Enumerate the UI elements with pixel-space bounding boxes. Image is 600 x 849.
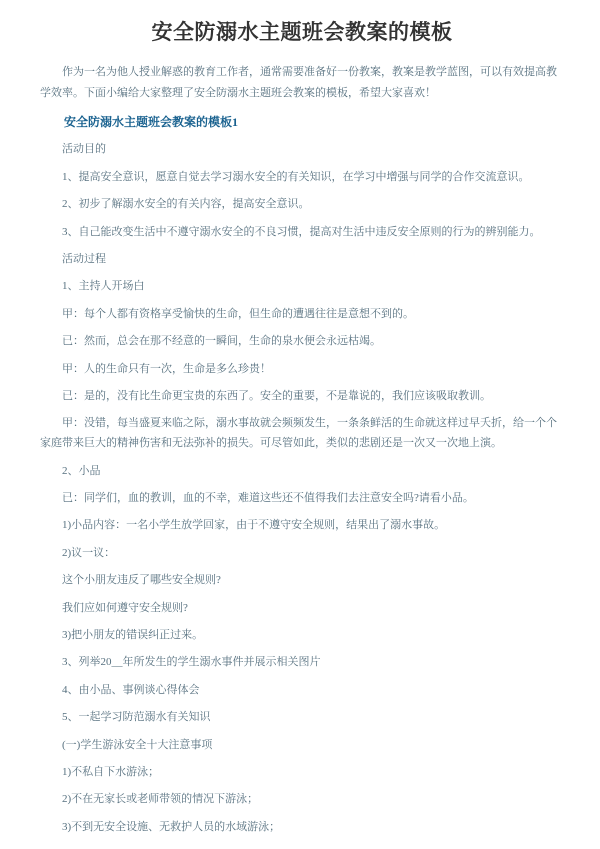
article-paragraph: 5、一起学习防范溺水有关知识: [62, 711, 211, 724]
article-paragraph: 已：是的，没有比生命更宝贵的东西了。安全的重要，不是靠说的，我们应该吸取教训。: [62, 389, 491, 402]
article-paragraph: 活动目的: [62, 143, 106, 156]
article-paragraph: 3)把小朋友的错误纠正过来。: [62, 629, 204, 642]
article-paragraph: 我们应如何遵守安全规则?: [62, 601, 188, 614]
article-paragraph: 活动过程: [62, 252, 106, 265]
article-paragraph: 3、列举20__年所发生的学生溺水事件并展示相关图片: [62, 656, 321, 669]
section-heading: 安全防溺水主题班会教案的模板1: [64, 115, 239, 129]
article-paragraph: 2)不在无家长或老师带领的情况下游泳；: [62, 793, 259, 806]
article-paragraph: 甲：人的生命只有一次，生命是多么珍贵！: [62, 362, 271, 375]
article-paragraph: 1)小品内容：一名小学生放学回家，由于不遵守安全规则，结果出了溺水事故。: [62, 519, 446, 532]
article-paragraph: 3、自己能改变生活中不遵守溺水安全的不良习惯，提高对生活中违反安全原则的行为的辨别能力。: [62, 225, 541, 238]
article-paragraph: 3)不到无安全设施、无救护人员的水域游泳；: [62, 820, 281, 833]
article-paragraph: 2)议一议：: [62, 546, 116, 559]
article-paragraph: 2、初步了解溺水安全的有关内容，提高安全意识。: [62, 198, 310, 211]
article-paragraph: 1、主持人开场白: [62, 280, 145, 293]
article-paragraph: (一)学生游泳安全十大注意事项: [62, 738, 213, 751]
article-paragraph: 已：同学们，血的教训，血的不幸，难道这些还不值得我们去注意安全吗?请看小品。: [62, 492, 474, 505]
article-paragraph: 甲：每个人都有资格享受愉快的生命，但生命的遭遇往往是意想不到的。: [62, 307, 414, 320]
article-paragraph: 1)不私自下水游泳；: [62, 765, 160, 778]
article-paragraph: 1、提高安全意识，愿意自觉去学习溺水安全的有关知识，在学习中增强与同学的合作交流意识。: [62, 170, 530, 183]
article-paragraph: 4、由小品、事例谈心得体会: [62, 683, 200, 696]
article-paragraph: 2、小品: [62, 464, 101, 477]
article-paragraph: 这个小朋友违反了哪些安全规则?: [62, 574, 221, 587]
intro-paragraph: 作为一名为他人授业解惑的教育工作者，通常需要准备好一份教案，教案是教学蓝图，可以有效提高教学效率。下面小编给大家整理了安全防溺水主题班会教案的模板，希望大家喜欢！: [40, 66, 557, 99]
article-paragraph: 甲：没错，每当盛夏来临之际，溺水事故就会频频发生，一条条鲜活的生命就这样过早夭折，给一个个家庭带来巨大的精神伤害和无法弥补的损失。可尽管如此，类似的悲剧还是一次又一次地上演。: [40, 417, 557, 450]
article-paragraph: 已：然而，总会在那不经意的一瞬间，生命的泉水便会永远枯竭。: [62, 335, 381, 348]
article-body: [40, 139, 564, 836]
page-title: 安全防溺水主题班会教案的模板: [151, 21, 453, 44]
